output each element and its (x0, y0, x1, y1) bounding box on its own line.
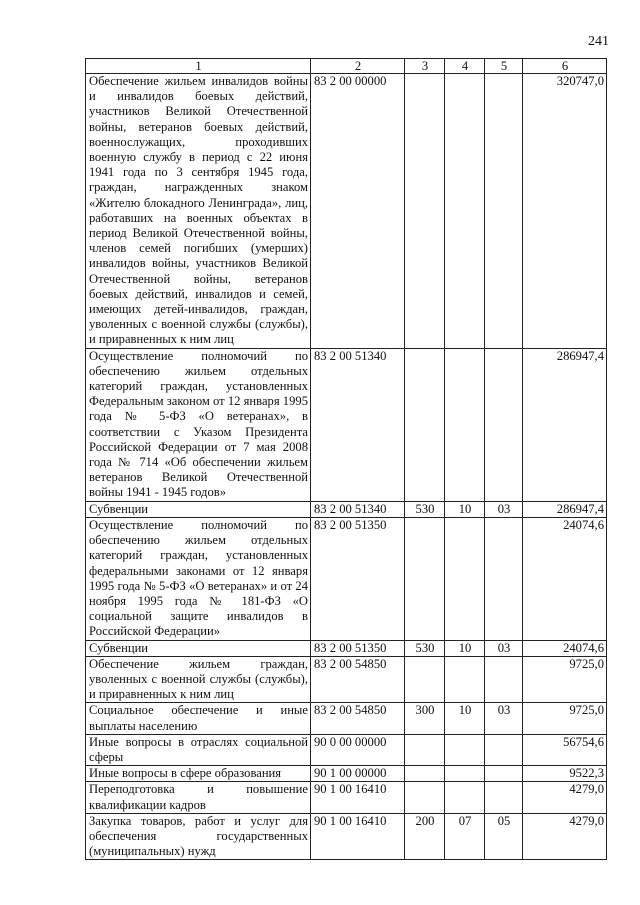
budget-table (85, 58, 607, 860)
row-name: Осуществление полномочий по обеспечению жильем отдельных категорий граждан, установленных Федеральным законом от 12 января 1995 года № 5-ФЗ «О ветеранах», в соответствии с Указом Президента Российской Федерации от 7 мая 2008 года № 714 «Об обеспечении жильем ветеранов Великой Отечественной войны 1941 - 1945 годов» (86, 348, 311, 501)
row-rz (445, 517, 485, 640)
row-name: Социальное обеспечение и иные выплаты населению (86, 703, 311, 734)
row-pr: 05 (485, 813, 523, 860)
row-amount: 286947,4 (523, 501, 607, 517)
header-col-3: 3 (405, 59, 445, 74)
row-vr (405, 766, 445, 782)
row-amount: 9725,0 (523, 656, 607, 703)
row-vr: 300 (405, 703, 445, 734)
row-name: Обеспечение жильем инвалидов войны и инвалидов боевых действий, участников Великой Отечественной войны, ветеранов боевых действий, военнослужащих, проходивших военную службу в период с 22 июня 1941 года по 3 сентября 1945 года, граждан, награжденных знаком «Жителю блокадного Ленинграда», лиц, работавших на военных объектах в период Великой Отечественной войны, членов семей погибших (умерших) инвалидов войны, участников Великой Отечественной войны, ветеранов боевых действий, инвалидов и семей, имеющих детей-инвалидов, граждан, уволенных с военной службы (службы), и приравненных к ним лиц (86, 74, 311, 349)
row-amount: 56754,6 (523, 734, 607, 765)
row-code: 90 0 00 00000 (311, 734, 405, 765)
row-pr (485, 517, 523, 640)
row-name: Осуществление полномочий по обеспечению жильем отдельных категорий граждан, установленных федеральными законами от 12 января 1995 года № 5-ФЗ «О ветеранах» и от 24 ноября 1995 года № 181-ФЗ «О социальной защите инвалидов в Российской Федерации» (86, 517, 311, 640)
row-pr: 03 (485, 703, 523, 734)
row-amount: 9725,0 (523, 703, 607, 734)
row-vr (405, 74, 445, 349)
row-name: Закупка товаров, работ и услуг для обеспечения государственных (муниципальных) нужд (86, 813, 311, 860)
row-code: 83 2 00 00000 (311, 74, 405, 349)
row-code: 83 2 00 51340 (311, 348, 405, 501)
row-name: Субвенции (86, 640, 311, 656)
row-name: Иные вопросы в сфере образования (86, 766, 311, 782)
row-vr: 530 (405, 501, 445, 517)
row-rz (445, 766, 485, 782)
row-vr: 530 (405, 640, 445, 656)
table-row (86, 734, 607, 765)
header-col-1: 1 (86, 59, 311, 74)
row-pr (485, 348, 523, 501)
row-pr (485, 734, 523, 765)
table-row (86, 640, 607, 656)
row-pr (485, 766, 523, 782)
table-row (86, 656, 607, 703)
row-vr: 200 (405, 813, 445, 860)
header-col-4: 4 (445, 59, 485, 74)
row-rz (445, 656, 485, 703)
row-rz (445, 782, 485, 813)
table-row (86, 703, 607, 734)
row-name: Субвенции (86, 501, 311, 517)
header-col-6: 6 (523, 59, 607, 74)
row-pr (485, 656, 523, 703)
row-pr (485, 74, 523, 349)
page-number: 241 (588, 34, 609, 49)
table-row (86, 501, 607, 517)
row-rz (445, 74, 485, 349)
row-pr: 03 (485, 640, 523, 656)
table-row (86, 348, 607, 501)
table-row (86, 74, 607, 349)
row-rz: 07 (445, 813, 485, 860)
header-col-2: 2 (311, 59, 405, 74)
row-rz (445, 734, 485, 765)
row-code: 83 2 00 51350 (311, 517, 405, 640)
row-name: Переподготовка и повышение квалификации кадров (86, 782, 311, 813)
row-vr (405, 782, 445, 813)
row-code: 83 2 00 51340 (311, 501, 405, 517)
row-rz: 10 (445, 703, 485, 734)
row-pr (485, 782, 523, 813)
row-code: 90 1 00 00000 (311, 766, 405, 782)
table-row (86, 766, 607, 782)
row-code: 83 2 00 54850 (311, 703, 405, 734)
table-row (86, 782, 607, 813)
row-amount: 24074,6 (523, 640, 607, 656)
row-amount: 320747,0 (523, 74, 607, 349)
row-amount: 4279,0 (523, 813, 607, 860)
header-col-5: 5 (485, 59, 523, 74)
row-vr (405, 348, 445, 501)
row-amount: 9522,3 (523, 766, 607, 782)
row-name: Обеспечение жильем граждан, уволенных с военной службы (службы), и приравненных к ним лиц (86, 656, 311, 703)
row-rz (445, 348, 485, 501)
row-vr (405, 517, 445, 640)
row-amount: 24074,6 (523, 517, 607, 640)
row-amount: 286947,4 (523, 348, 607, 501)
row-code: 83 2 00 54850 (311, 656, 405, 703)
row-vr (405, 734, 445, 765)
row-name: Иные вопросы в отраслях социальной сферы (86, 734, 311, 765)
row-code: 90 1 00 16410 (311, 813, 405, 860)
row-pr: 03 (485, 501, 523, 517)
row-code: 83 2 00 51350 (311, 640, 405, 656)
table-row (86, 813, 607, 860)
row-rz: 10 (445, 640, 485, 656)
row-rz: 10 (445, 501, 485, 517)
table-row (86, 517, 607, 640)
header-row (86, 59, 607, 74)
row-amount: 4279,0 (523, 782, 607, 813)
row-vr (405, 656, 445, 703)
row-code: 90 1 00 16410 (311, 782, 405, 813)
